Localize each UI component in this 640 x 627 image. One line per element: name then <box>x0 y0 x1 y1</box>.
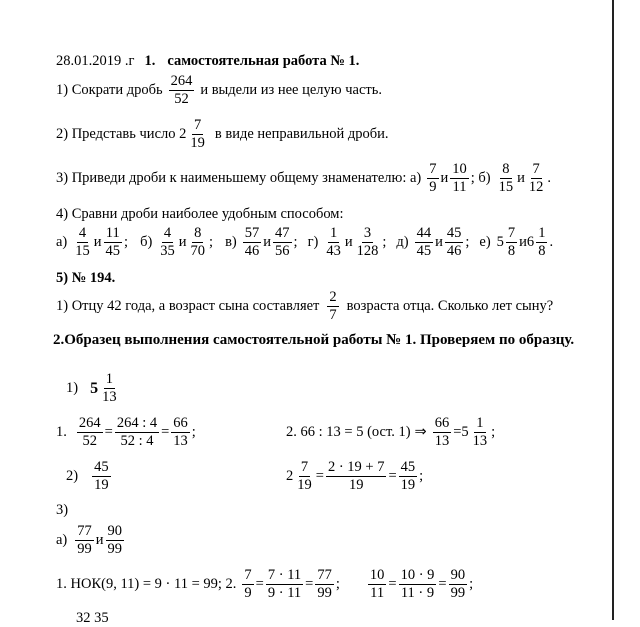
solution-3a <box>56 524 126 557</box>
denominator: 13 <box>434 433 450 450</box>
fraction <box>242 568 253 601</box>
sample-title <box>53 332 574 349</box>
division-text: 2. 66 : 13 = 5 (ост. 1) <box>286 424 411 441</box>
numerator: 90 <box>449 568 468 585</box>
numerator: 45 <box>445 226 464 243</box>
numerator: 7 <box>192 118 203 135</box>
solution-label: 3) <box>56 502 69 518</box>
fraction <box>445 226 464 259</box>
fraction <box>171 416 190 449</box>
item-label-a: а) <box>56 532 68 549</box>
equals: = <box>305 576 314 593</box>
lcm-text: 1. НОК(9, 11) = 9 · 11 = 99; 2. <box>56 576 237 593</box>
fraction <box>75 524 94 557</box>
fraction <box>273 226 292 259</box>
task-3-fraction-a1 <box>427 162 438 195</box>
denominator: 46 <box>446 243 462 260</box>
period: . <box>547 170 552 187</box>
and-word: и <box>178 234 187 251</box>
numerator: 3 <box>362 226 373 243</box>
task-2-suffix: в виде неправильной дроби. <box>214 126 389 143</box>
fraction <box>158 226 177 259</box>
numerator: 44 <box>415 226 434 243</box>
denominator: 99 <box>450 585 466 602</box>
fraction <box>399 568 437 601</box>
numerator: 57 <box>243 226 262 243</box>
solution-label: 2) <box>66 468 79 485</box>
and-word: и <box>93 234 102 251</box>
separator: ; <box>293 234 298 251</box>
numerator: 7 <box>531 162 542 179</box>
header-date: 28.01.2019 .г <box>56 53 135 69</box>
denominator: 19 <box>348 477 364 494</box>
numerator: 2 · 19 + 7 <box>326 460 387 477</box>
fraction <box>449 568 468 601</box>
numerator: 1 <box>536 226 547 243</box>
denominator: 8 <box>507 243 516 260</box>
header-title: самостоятельная работа № 1. <box>167 53 360 69</box>
solution-2-answer <box>66 460 113 493</box>
equals: = <box>453 424 462 441</box>
numerator: 90 <box>106 524 125 541</box>
numerator: 77 <box>315 568 334 585</box>
solution-1-division <box>286 416 495 449</box>
separator: ; <box>124 234 129 251</box>
fraction <box>243 226 262 259</box>
cut-off-text: 32 35 <box>76 610 109 626</box>
denominator: 15 <box>75 243 90 260</box>
equals: = <box>438 576 447 593</box>
fraction <box>77 416 103 449</box>
numerator: 45 <box>92 460 111 477</box>
numerator: 10 <box>368 568 387 585</box>
numerator: 4 <box>162 226 173 243</box>
step-label: 1. <box>56 424 67 441</box>
solution-1-calc <box>56 416 196 449</box>
whole-part: 5 <box>461 424 469 441</box>
fraction <box>189 226 208 259</box>
and-word: и <box>517 170 525 187</box>
task-1-suffix: и выдели из нее целую часть. <box>200 82 382 99</box>
denominator: 11 · 9 <box>400 585 435 602</box>
whole-part: 5 <box>90 379 99 397</box>
task-3-fraction-a2 <box>450 162 469 195</box>
numerator: 2 <box>327 290 338 307</box>
fraction <box>100 372 119 405</box>
numerator: 8 <box>192 226 203 243</box>
numerator: 77 <box>75 524 94 541</box>
and-word: и <box>95 532 104 549</box>
denominator: 70 <box>190 243 206 260</box>
whole-part: 2 <box>286 468 294 485</box>
task-3-fraction-b2 <box>527 162 546 195</box>
numerator: 66 <box>433 416 452 433</box>
task-1-fraction <box>169 74 195 107</box>
task-1-prefix: 1) Сократи дробь <box>56 82 163 99</box>
problem-prefix: 1) Отцу 42 года, а возраст сына составляет <box>56 298 320 315</box>
task-5 <box>56 270 115 287</box>
header-line <box>56 53 359 70</box>
denominator: 19 <box>190 135 205 152</box>
denominator: 9 <box>244 585 252 602</box>
equals: = <box>388 468 397 485</box>
numerator: 7 <box>427 162 438 179</box>
denominator: 9 <box>429 179 437 196</box>
sample-title-text: 2.Образец выполнения самостоятельной работы № 1. Проверяем по образцу. <box>53 332 575 348</box>
denominator: 13 <box>173 433 188 450</box>
task-4-label: 4) Сравни дроби наиболее удобным способом: <box>56 206 344 222</box>
fraction <box>92 460 111 493</box>
fraction <box>326 460 387 493</box>
numerator: 1 <box>104 372 115 389</box>
task-2-prefix: 2) Представь число 2 <box>56 126 187 143</box>
fraction <box>324 226 343 259</box>
task-5-label: 5) № 194. <box>56 270 116 286</box>
denominator: 45 <box>105 243 121 260</box>
denominator: 8 <box>538 243 546 260</box>
equals: = <box>388 576 397 593</box>
numerator: 7 <box>299 460 310 477</box>
task-3-fraction-b1 <box>497 162 516 195</box>
task-3-separator: ; б) <box>470 170 491 187</box>
item-label-v: в) <box>225 234 237 251</box>
semicolon: ; <box>491 424 496 441</box>
fraction <box>415 226 434 259</box>
solution-3-label <box>56 502 68 519</box>
denominator: 128 <box>356 243 379 260</box>
numerator: 1 <box>328 226 339 243</box>
fraction <box>106 524 125 557</box>
denominator: 11 <box>370 585 385 602</box>
semicolon: ; <box>419 468 424 485</box>
denominator: 43 <box>326 243 341 260</box>
denominator: 99 <box>107 541 123 558</box>
cut-off-line <box>76 610 109 627</box>
denominator: 19 <box>297 477 312 494</box>
denominator: 11 <box>452 179 467 196</box>
implies-arrow: ⇒ <box>414 424 427 441</box>
denominator: 12 <box>528 179 544 196</box>
header-number: 1. <box>144 53 156 69</box>
denominator: 9 · 11 <box>267 585 302 602</box>
denominator: 13 <box>472 433 488 450</box>
solution-3-calc <box>56 568 473 601</box>
numerator: 10 <box>450 162 469 179</box>
problem-suffix: возраста отца. Сколько лет сыну? <box>346 298 554 315</box>
numerator: 264 <box>77 416 103 433</box>
denominator: 13 <box>102 389 117 406</box>
numerator: 4 <box>77 226 88 243</box>
denominator: 52 <box>82 433 97 450</box>
separator: ; <box>465 234 470 251</box>
denominator: 19 <box>94 477 109 494</box>
numerator: 8 <box>500 162 511 179</box>
denominator: 15 <box>498 179 514 196</box>
numerator: 45 <box>399 460 418 477</box>
item-label-g: г) <box>307 234 319 251</box>
numerator: 7 <box>242 568 253 585</box>
fraction <box>433 416 452 449</box>
denominator: 99 <box>317 585 332 602</box>
denominator: 46 <box>244 243 260 260</box>
semicolon: ; <box>191 424 196 441</box>
numerator: 47 <box>273 226 292 243</box>
denominator: 7 <box>329 307 337 324</box>
whole-part: 5 <box>496 234 504 251</box>
equals: = <box>104 424 113 441</box>
fraction <box>73 226 92 259</box>
task-2 <box>56 118 389 151</box>
and-word: и6 <box>519 234 535 251</box>
denominator: 45 <box>416 243 432 260</box>
problem-line <box>56 290 553 323</box>
solution-2-calc <box>286 460 423 493</box>
fraction <box>368 568 387 601</box>
and-word: и <box>344 234 353 251</box>
problem-fraction <box>327 290 338 323</box>
fraction <box>104 226 123 259</box>
equals: = <box>255 576 264 593</box>
task-2-fraction <box>188 118 207 151</box>
fraction <box>536 226 547 259</box>
numerator: 66 <box>171 416 190 433</box>
solution-1-answer <box>66 372 121 405</box>
task-3-prefix: 3) Приведи дроби к наименьшему общему знаменателю: а) <box>56 170 422 187</box>
denominator: 56 <box>275 243 290 260</box>
fraction <box>471 416 490 449</box>
item-label-a: а) <box>56 234 68 251</box>
separator: ; <box>382 234 387 251</box>
denominator: 99 <box>77 541 92 558</box>
fraction <box>115 416 159 449</box>
separator: ; <box>209 234 214 251</box>
equals: = <box>161 424 170 441</box>
and-word: и <box>435 234 443 251</box>
fraction <box>266 568 303 601</box>
numerator: 1 <box>474 416 485 433</box>
item-label-b: б) <box>140 234 153 251</box>
equals: = <box>315 468 324 485</box>
fraction <box>295 460 314 493</box>
denominator: 19 <box>400 477 416 494</box>
numerator: 264 : 4 <box>115 416 159 433</box>
item-label-e: е) <box>479 234 491 251</box>
period: . <box>549 234 554 251</box>
numerator: 7 <box>506 226 517 243</box>
semicolon: ; <box>335 576 340 593</box>
and-word: и <box>263 234 272 251</box>
fraction <box>355 226 381 259</box>
page-edge-line <box>612 0 614 620</box>
numerator: 10 · 9 <box>399 568 437 585</box>
numerator: 7 · 11 <box>266 568 303 585</box>
and-word: и <box>440 170 449 187</box>
semicolon: ; <box>469 576 474 593</box>
task-3 <box>56 162 551 195</box>
fraction <box>506 226 517 259</box>
numerator: 264 <box>169 74 195 91</box>
task-4-items <box>56 226 553 259</box>
denominator: 35 <box>160 243 175 260</box>
denominator: 52 <box>174 91 189 108</box>
task-4-text <box>56 206 344 223</box>
solution-label: 1) <box>66 380 79 397</box>
fraction <box>399 460 418 493</box>
item-label-d: д) <box>396 234 409 251</box>
task-1 <box>56 74 382 107</box>
numerator: 11 <box>104 226 122 243</box>
denominator: 52 : 4 <box>120 433 154 450</box>
fraction <box>315 568 334 601</box>
